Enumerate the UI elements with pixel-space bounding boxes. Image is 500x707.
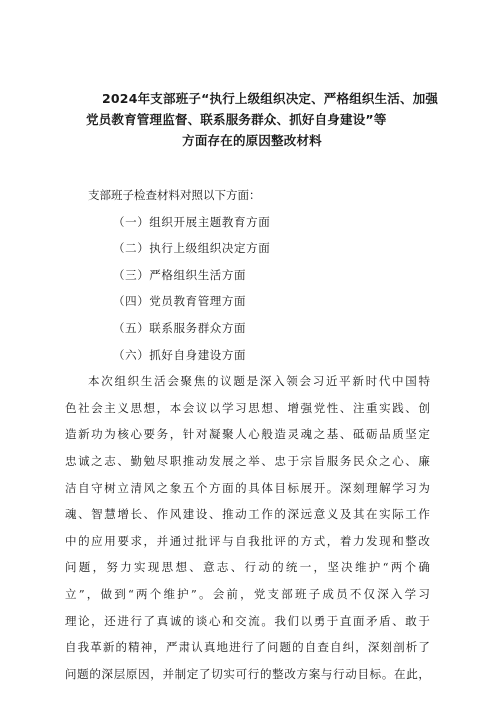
paragraph-line: 问题，努力实现思想、意志、行动的统一，坚决维护“两个确: [65, 560, 430, 575]
intro-text: 支部班子检查材料对照以下方面：: [88, 188, 261, 202]
paragraph-line: 理论，还进行了真诚的谈心和交流。我们以勇于直面矛盾、敢于: [65, 613, 430, 628]
paragraph-line: 自我革新的精神，严肃认真地进行了问题的自查自纠，深刻剖析了: [65, 640, 430, 655]
paragraph-line: 本次组织生活会聚焦的议题是深入领会习近平新时代中国特: [88, 374, 430, 389]
paragraph-line: 问题的深层原因，并制定了切实可行的整改方案与行动目标。在此，: [65, 666, 430, 681]
paragraph-line: 魂、智慧增长、作风建设、推动工作的深远意义及其在实际工作: [65, 507, 430, 522]
list-item: （一）组织开展主题教育方面: [113, 214, 271, 229]
list-item: （六）抓好自身建设方面: [113, 347, 247, 362]
paragraph-line: 立”，做到“两个维护”。会前，党支部班子成员不仅深入学习: [65, 586, 430, 601]
list-item: （三）严格组织生活方面: [113, 267, 247, 282]
paragraph-line: 色社会主义思想，本会议以学习思想、增强党性、注重实践、创: [65, 400, 430, 415]
title-line-1: 2024年支部班子“执行上级组织决定、严格组织生活、加强: [102, 91, 439, 106]
paragraph-line: 洁自守树立清风之象五个方面的具体目标展开。深刻理解学习为: [65, 480, 430, 495]
list-item: （二）执行上级组织决定方面: [113, 241, 271, 256]
document-title: [70, 88, 450, 151]
document-body: [0, 182, 500, 687]
paragraph-line: 忠诚之志、勤勉尽职推动发展之举、忠于宗旨服务民众之心、廉: [65, 453, 430, 468]
list-item: （四）党员教育管理方面: [113, 294, 247, 309]
title-line-2: 党员教育管理监督、联系服务群众、抓好自身建设”等: [86, 112, 387, 127]
list-item: （五）联系服务群众方面: [113, 320, 247, 335]
paragraph-line: 造新功为核心要务，针对凝聚人心般造灵魂之基、砥砺品质坚定: [65, 427, 430, 442]
paragraph-line: 中的应用要求，并通过批评与自我批评的方式，着力发现和整改: [65, 533, 430, 548]
title-line-3: 方面存在的原因整改材料: [182, 133, 322, 148]
